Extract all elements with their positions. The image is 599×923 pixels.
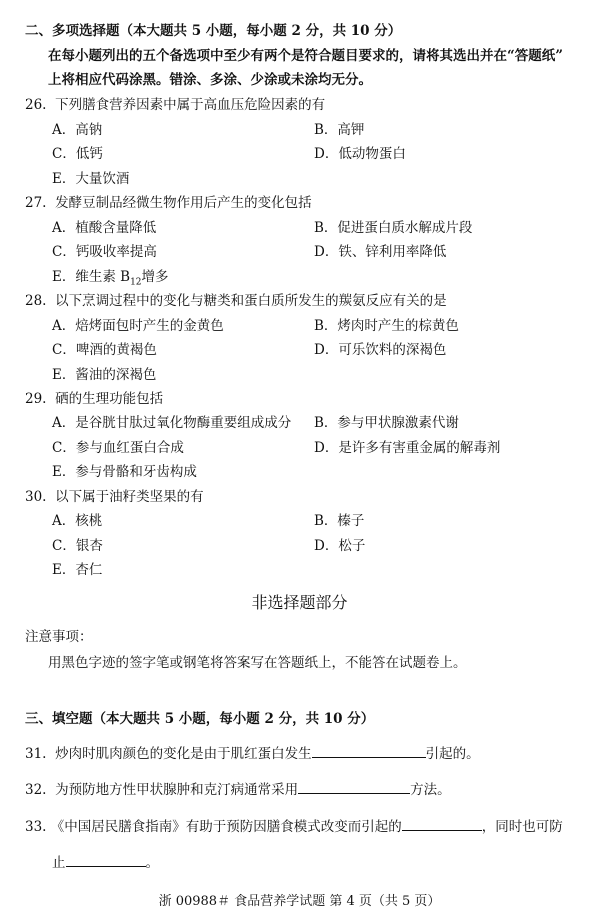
option-e-suffix: 增多 <box>141 269 169 285</box>
fill-text-post: ，同时也可防 <box>481 819 563 835</box>
notice-label: 注意事项： <box>25 629 93 645</box>
fill-text-post: 引起的。 <box>425 746 480 762</box>
nonchoice-title: 非选择题部分 <box>251 593 348 612</box>
question-28-option-d: D．可乐饮料的深褐色 <box>314 342 447 358</box>
fill-text-pre: 为预防地方性甲状腺肿和克汀病通常采用 <box>55 782 299 798</box>
section3-heading-title: 三、填空题 <box>25 711 93 727</box>
question-number: 31. <box>25 746 47 762</box>
page-footer: 浙 00988＃ 食品营养学试题 第 4 页（共 5 页） <box>158 894 441 909</box>
question-number: 33. <box>25 819 47 835</box>
section2-instruction-line2: 上将相应代码涂黑。错涂、多涂、少涂或未涂均无分。 <box>48 72 372 88</box>
fill-text-line2-pre: 止 <box>52 855 66 871</box>
fill-question-32 <box>25 781 451 799</box>
fill-question-33 <box>25 818 563 836</box>
question-number: 27. <box>25 195 47 211</box>
answer-blank[interactable] <box>298 781 410 794</box>
question-text: 以下属于油籽类坚果的有 <box>55 489 204 505</box>
question-28-option-e: E．酱油的深褐色 <box>52 367 157 383</box>
question-26-option-b: B．高钾 <box>314 122 365 138</box>
question-30-option-a: A．核桃 <box>52 513 103 529</box>
question-26-option-d: D．低动物蛋白 <box>314 146 406 162</box>
fill-text-post: 方法。 <box>410 782 451 798</box>
question-27-stem <box>25 194 312 212</box>
question-29-option-e: E．参与骨骼和牙齿构成 <box>52 464 197 480</box>
option-e-subscript: 12 <box>130 277 142 288</box>
fill-question-31 <box>25 745 480 763</box>
question-text: 下列膳食营养因素中属于高血压危险因素的有 <box>55 97 326 113</box>
question-text: 硒的生理功能包括 <box>55 391 164 407</box>
question-29-option-b: B．参与甲状腺激素代谢 <box>314 415 459 431</box>
question-29-stem <box>25 390 163 408</box>
section2-heading-note: （本大题共 5 小题，每小题 2 分，共 10 分） <box>119 23 402 39</box>
question-26-option-c: C．低钙 <box>52 146 103 162</box>
question-28-stem <box>25 292 447 310</box>
question-30-option-b: B．榛子 <box>314 513 365 529</box>
question-text: 以下烹调过程中的变化与糖类和蛋白质所发生的羰氨反应有关的是 <box>55 293 447 309</box>
question-27-option-a: A．植酸含量降低 <box>52 220 157 236</box>
question-29-option-c: C．参与血红蛋白合成 <box>52 440 184 456</box>
question-30-stem <box>25 488 204 506</box>
question-26-stem <box>25 96 325 114</box>
question-28-option-b: B．烤肉时产生的棕黄色 <box>314 318 459 334</box>
section3-heading-note: （本大题共 5 小题，每小题 2 分，共 10 分） <box>92 711 375 727</box>
option-e-prefix: E．维生素 B <box>52 269 131 285</box>
section2-heading-title: 二、多项选择题 <box>25 23 120 39</box>
section3-heading <box>25 710 374 728</box>
fill-text-pre: 炒肉时肌肉颜色的变化是由于肌红蛋白发生 <box>55 746 312 762</box>
question-number: 28. <box>25 293 47 309</box>
section2-heading <box>25 22 401 40</box>
question-28-option-a: A．焙烤面包时产生的金黄色 <box>52 318 224 334</box>
answer-blank[interactable] <box>66 854 146 867</box>
question-27-option-b: B．促进蛋白质水解成片段 <box>314 220 473 236</box>
question-27-option-e <box>52 268 169 292</box>
section2-instruction-line1: 在每小题列出的五个备选项中至少有两个是符合题目要求的，请将其选出并在“答题纸” <box>48 48 564 64</box>
question-number: 26. <box>25 97 47 113</box>
question-28-option-c: C．啤酒的黄褐色 <box>52 342 157 358</box>
question-26-option-e: E．大量饮酒 <box>52 171 130 187</box>
question-30-option-c: C．银杏 <box>52 538 103 554</box>
notice-text: 用黑色字迹的签字笔或钢笔将答案写在答题纸上，不能答在试题卷上。 <box>48 655 467 671</box>
question-number: 29. <box>25 391 47 407</box>
question-29-option-a: A．是谷胱甘肽过氧化物酶重要组成成分 <box>52 415 292 431</box>
fill-question-33-line2 <box>52 854 159 872</box>
answer-blank[interactable] <box>312 745 426 758</box>
fill-text-line2-post: 。 <box>145 855 159 871</box>
question-27-option-c: C．钙吸收率提高 <box>52 244 157 260</box>
question-number: 30. <box>25 489 47 505</box>
question-number: 32. <box>25 782 47 798</box>
question-30-option-d: D．松子 <box>314 538 366 554</box>
question-26-option-a: A．高钠 <box>52 122 103 138</box>
question-30-option-e: E．杏仁 <box>52 562 103 578</box>
question-27-option-d: D．铁、锌利用率降低 <box>314 244 447 260</box>
answer-blank[interactable] <box>402 818 482 831</box>
question-29-option-d: D．是许多有害重金属的解毒剂 <box>314 440 501 456</box>
fill-text-pre: 《中国居民膳食指南》有助于预防因膳食模式改变而引起的 <box>50 819 402 835</box>
question-text: 发酵豆制品经微生物作用后产生的变化包括 <box>55 195 312 211</box>
